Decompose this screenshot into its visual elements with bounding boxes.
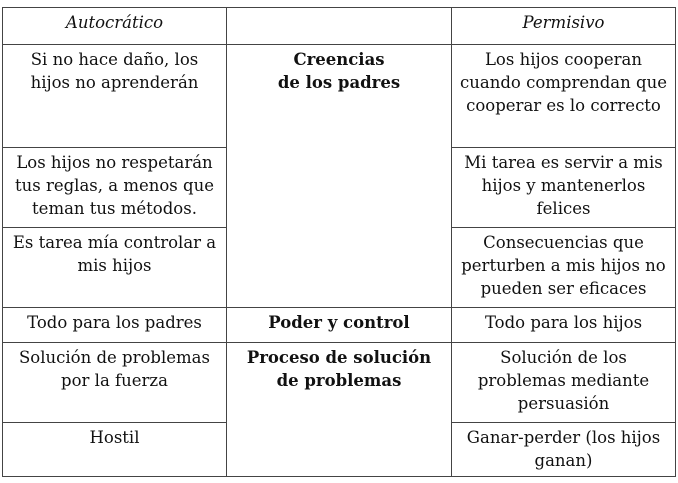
beliefs-label-line1: Creencias [293, 50, 385, 69]
beliefs-label [227, 45, 452, 308]
power-permissive: Todo para los hijos [452, 308, 676, 343]
problem-solving-permissive-2: Ganar-perder (los hijos ganan) [452, 423, 676, 477]
beliefs-autocratic-1: Si no hace daño, los hijos no aprenderán [3, 45, 227, 148]
beliefs-permissive-1: Los hijos cooperan cuando comprendan que cooperar es lo correcto [452, 45, 676, 148]
problem-solving-row-1 [3, 343, 676, 423]
header-row [3, 8, 676, 45]
problem-solving-autocratic-1: Solución de problemas por la fuerza [3, 343, 227, 423]
header-blank [227, 8, 452, 45]
problem-solving-label [227, 343, 452, 477]
problem-solving-autocratic-2: Hostil [3, 423, 227, 477]
power-autocratic: Todo para los padres [3, 308, 227, 343]
beliefs-row-1 [3, 45, 676, 148]
problem-solving-label-line2: de problemas [276, 371, 402, 390]
beliefs-permissive-3: Consecuencias que perturben a mis hijos no pueden ser eficaces [452, 228, 676, 308]
beliefs-autocratic-2: Los hijos no respetarán tus reglas, a menos que teman tus métodos. [3, 148, 227, 228]
beliefs-autocratic-3: Es tarea mía controlar a mis hijos [3, 228, 227, 308]
power-label: Poder y control [227, 308, 452, 343]
problem-solving-permissive-1: Solución de los problemas mediante persuasión [452, 343, 676, 423]
beliefs-label-line2: de los padres [277, 73, 401, 92]
beliefs-permissive-2: Mi tarea es servir a mis hijos y mantenerlos felices [452, 148, 676, 228]
power-row [3, 308, 676, 343]
problem-solving-label-line1: Proceso de solución [246, 348, 432, 367]
header-permissive: Permisivo [452, 8, 676, 45]
header-autocratic: Autocrático [3, 8, 227, 45]
parenting-styles-table [2, 7, 676, 477]
